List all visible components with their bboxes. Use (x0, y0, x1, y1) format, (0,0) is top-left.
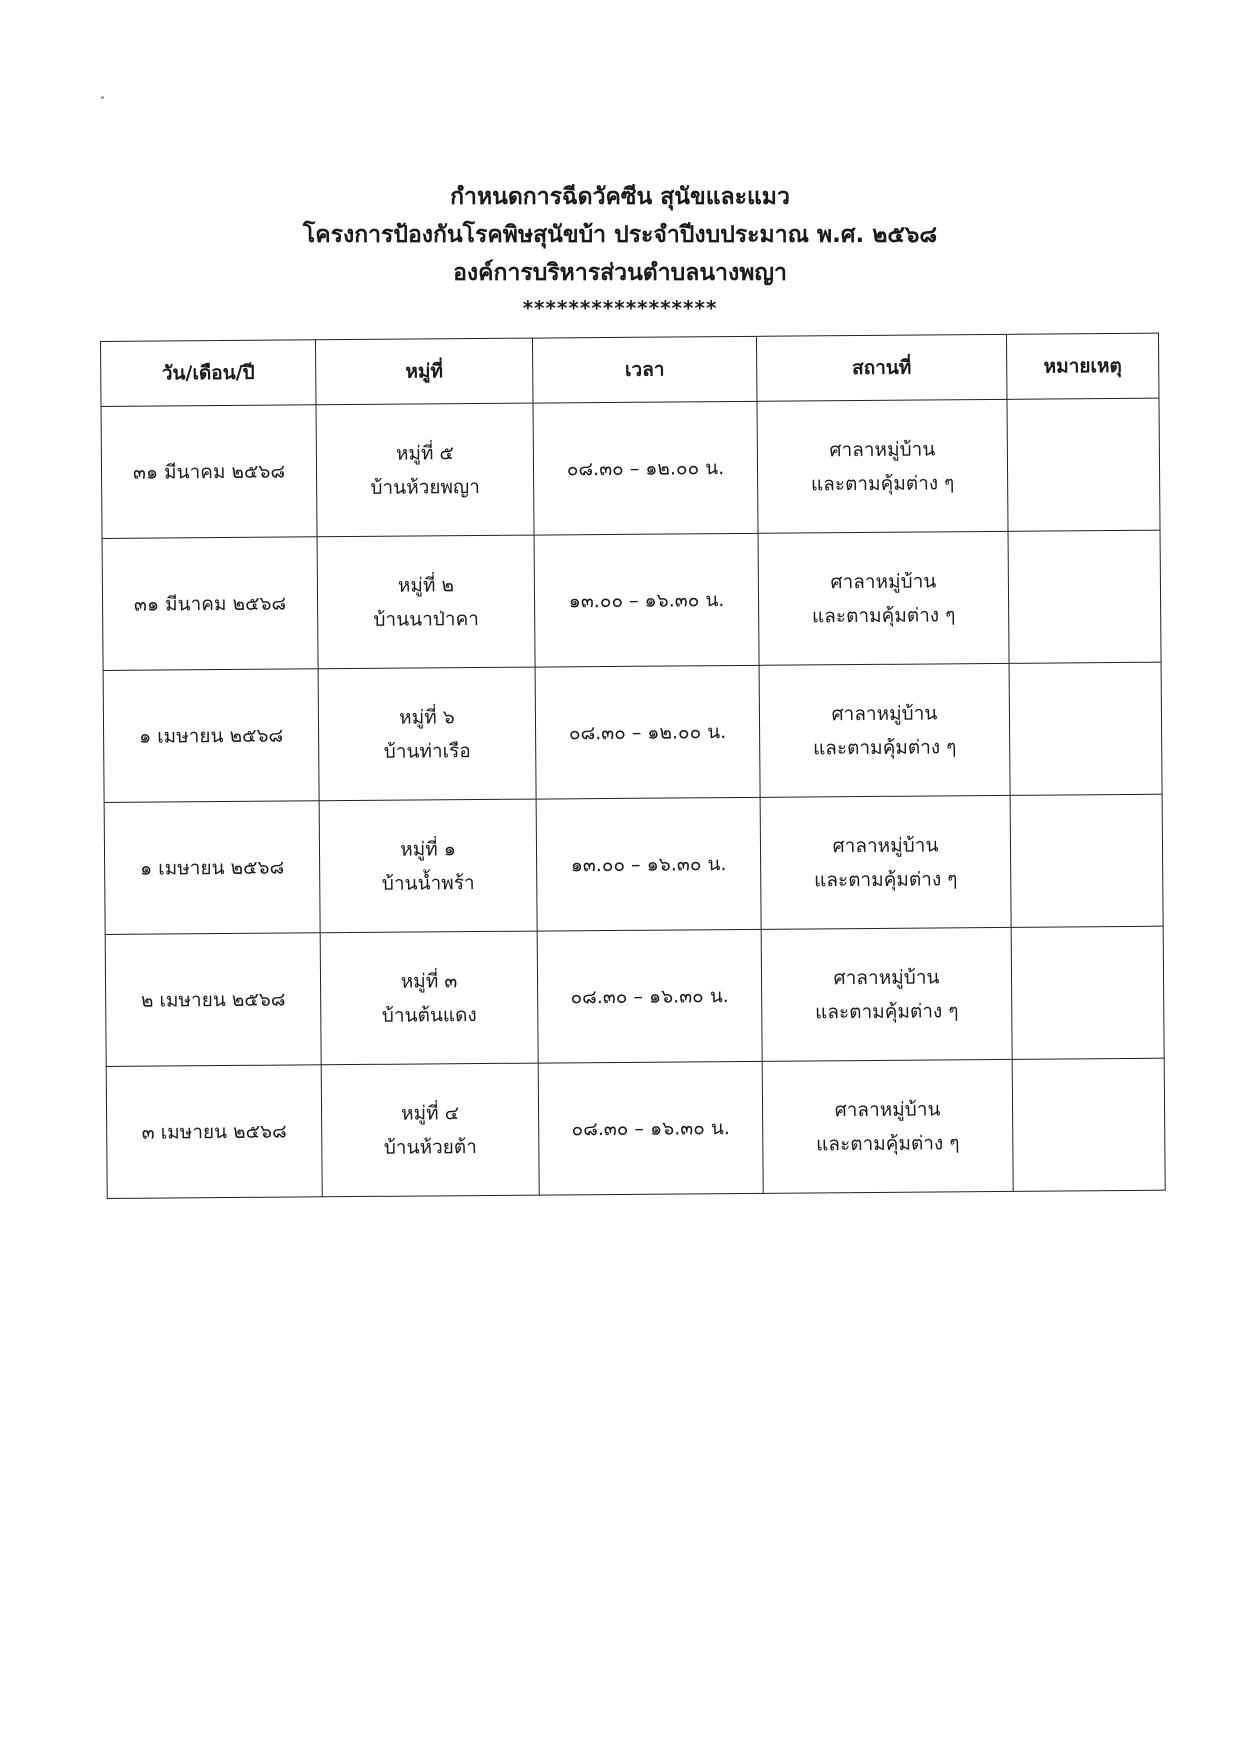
scan-speck (101, 96, 104, 99)
village-name: บ้านน้ำพร้า (381, 871, 475, 895)
table-header-row (101, 333, 1159, 406)
table-row (104, 794, 1163, 934)
header-date: วัน/เดือน/ปี (101, 340, 317, 407)
cell-place (758, 531, 1009, 665)
table-row (106, 1058, 1165, 1198)
place-line-2: และตามคุ้มต่าง ๆ (816, 1131, 960, 1155)
place-line-2: และตามคุ้มต่าง ๆ (813, 867, 958, 891)
cell-moo (317, 535, 535, 669)
place-line-1: ศาลาหมู่บ้าน (834, 1097, 941, 1121)
cell-moo (316, 403, 534, 537)
place-line-1: ศาลาหมู่บ้าน (829, 437, 936, 461)
cell-date: ๑ เมษายน ๒๕๖๘ (104, 801, 320, 935)
cell-date: ๓๑ มีนาคม ๒๕๖๘ (101, 405, 317, 539)
cell-place (757, 399, 1008, 533)
cell-moo (321, 1063, 539, 1197)
village-name: บ้านห้วยต้า (383, 1135, 477, 1159)
place-line-2: และตามคุ้มต่าง ๆ (811, 603, 956, 627)
cell-time: ๐๘.๓๐ – ๑๖.๓๐ น. (537, 929, 762, 1063)
cell-moo (319, 799, 537, 933)
place-line-1: ศาลาหมู่บ้าน (830, 569, 937, 593)
title-separator: ***************** (522, 296, 718, 320)
header-place: สถานที่ (756, 334, 1007, 401)
cell-note (1007, 398, 1160, 531)
village-name: บ้านท่าเรือ (383, 739, 471, 763)
cell-date: ๓๑ มีนาคม ๒๕๖๘ (102, 537, 318, 671)
header-moo: หมู่ที่ (315, 338, 533, 405)
table-row (102, 530, 1161, 670)
cell-date: ๒ เมษายน ๒๕๖๘ (105, 933, 321, 1067)
table-row (105, 926, 1164, 1066)
title-line-2: โครงการป้องกันโรคพิษสุนัขบ้า ประจำปีงบประมาณ พ.ศ. ๒๕๖๘ (302, 222, 938, 248)
cell-place (760, 795, 1011, 929)
cell-moo (318, 667, 536, 801)
cell-time: ๐๘.๓๐ – ๑๖.๓๐ น. (538, 1061, 763, 1195)
cell-place (761, 927, 1012, 1061)
place-line-1: ศาลาหมู่บ้าน (832, 833, 939, 857)
place-line-1: ศาลาหมู่บ้าน (831, 701, 938, 725)
cell-time: ๑๓.๐๐ – ๑๖.๓๐ น. (534, 533, 759, 667)
moo-number: หมู่ที่ ๒ (397, 573, 455, 597)
document-title (0, 178, 1240, 320)
cell-time: ๑๓.๐๐ – ๑๖.๓๐ น. (536, 797, 761, 931)
header-time: เวลา (532, 336, 757, 403)
cell-date: ๓ เมษายน ๒๕๖๘ (106, 1065, 322, 1199)
moo-number: หมู่ที่ ๖ (399, 705, 455, 729)
cell-time: ๐๘.๓๐ – ๑๒.๐๐ น. (535, 665, 760, 799)
place-line-2: และตามคุ้มต่าง ๆ (812, 735, 957, 759)
moo-number: หมู่ที่ ๔ (400, 1101, 460, 1125)
vaccination-schedule-table (100, 333, 1166, 1199)
cell-time: ๐๘.๓๐ – ๑๒.๐๐ น. (533, 401, 758, 535)
header-note: หมายเหตุ (1006, 333, 1159, 399)
title-line-3: องค์การบริหารส่วนตำบลนางพญา (453, 260, 787, 286)
village-name: บ้านต้นแดง (381, 1003, 477, 1027)
table-row (101, 398, 1160, 538)
cell-place (759, 663, 1010, 797)
cell-note (1012, 1058, 1165, 1191)
moo-number: หมู่ที่ ๕ (395, 441, 454, 465)
table-row (103, 662, 1162, 802)
village-name: บ้านนาป่าคา (373, 607, 480, 631)
cell-place (762, 1059, 1013, 1193)
moo-number: หมู่ที่ ๓ (400, 969, 458, 993)
moo-number: หมู่ที่ ๑ (400, 837, 456, 861)
place-line-1: ศาลาหมู่บ้าน (833, 965, 940, 989)
place-line-2: และตามคุ้มต่าง ๆ (810, 471, 955, 495)
cell-note (1009, 662, 1162, 795)
place-line-2: และตามคุ้มต่าง ๆ (815, 999, 959, 1023)
cell-note (1010, 794, 1163, 927)
cell-note (1008, 530, 1161, 663)
title-line-1: กำหนดการฉีดวัคซีน สุนัขและแมว (450, 184, 790, 210)
cell-moo (320, 931, 538, 1065)
cell-date: ๑ เมษายน ๒๕๖๘ (103, 669, 319, 803)
village-name: บ้านห้วยพญา (370, 475, 480, 499)
cell-note (1011, 926, 1164, 1059)
